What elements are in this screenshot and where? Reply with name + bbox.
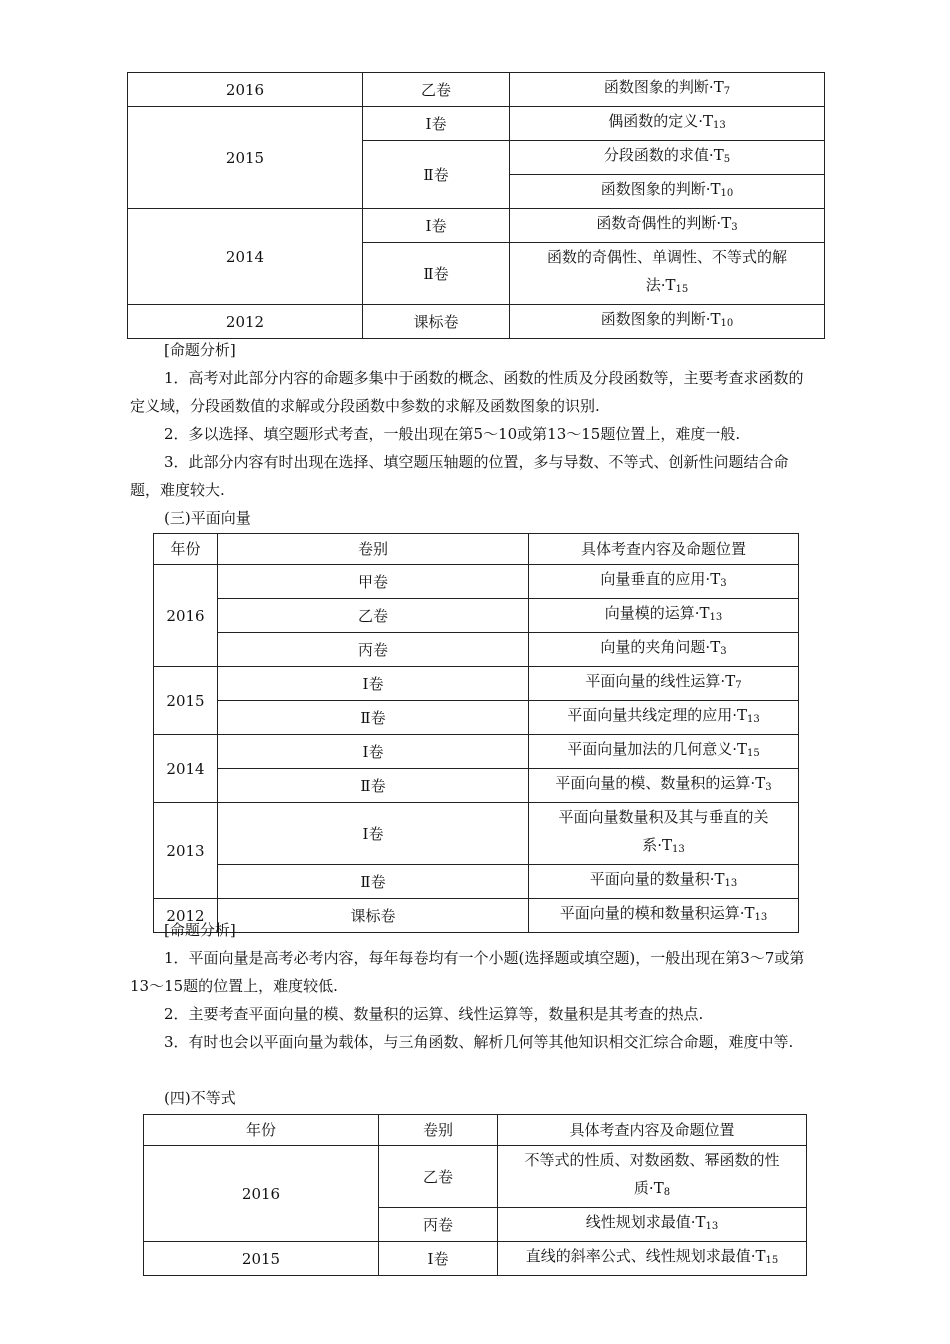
paper-cell: Ⅰ卷 [218,803,529,865]
header-paper: 卷别 [379,1115,498,1146]
year-cell: 2012 [128,305,363,339]
paper-cell: 乙卷 [218,599,529,633]
analysis-paragraph: 3．此部分内容有时出现在选择、填空题压轴题的位置，多与导数、不等式、创新性问题结合命题，难度较大. [130,453,789,499]
paper-cell: 丙卷 [218,633,529,667]
table-row [154,667,799,701]
analysis-label: [命题分析] [164,341,236,359]
header-year: 年份 [154,534,218,565]
content-cell: 函数图象的判断$\cdot T_{10}$ [510,305,825,339]
table-row [154,565,799,599]
analysis-paragraph: 2．主要考查平面向量的模、数量积的运算、线性运算等，数量积是其考查的热点. [164,1005,704,1023]
content-cell: 线性规划求最值$\cdot T_{13}$ [498,1208,807,1242]
content-cell: 平面向量共线定理的应用$\cdot T_{13}$ [529,701,799,735]
paper-cell: 乙卷 [379,1146,498,1208]
table-header-row [144,1115,807,1146]
paper-cell: Ⅱ卷 [218,769,529,803]
paper-cell: Ⅰ卷 [379,1242,498,1276]
paper-cell: Ⅰ卷 [363,107,510,141]
table-row [154,735,799,769]
year-cell: 2016 [144,1146,379,1242]
table-row [154,769,799,803]
table-row [144,1242,807,1276]
paper-cell: 甲卷 [218,565,529,599]
table-row [128,209,825,243]
year-cell: 2012 [154,899,218,933]
paper-cell: Ⅰ卷 [363,209,510,243]
header-year: 年份 [144,1115,379,1146]
paper-cell: Ⅰ卷 [218,735,529,769]
year-cell: 2014 [154,735,218,803]
year-cell: 2015 [144,1242,379,1276]
function-table [127,72,825,339]
paper-cell: Ⅰ卷 [218,667,529,701]
content-cell: 平面向量的数量积$\cdot T_{13}$ [529,865,799,899]
content-cell: 平面向量的模、数量积的运算$\cdot T_3$ [529,769,799,803]
analysis-paragraph: 1．高考对此部分内容的命题多集中于函数的概念、函数的性质及分段函数等，主要考查求函数的定义域，分段函数值的求解或分段函数中参数的求解及函数图象的识别. [130,369,804,415]
paper-cell: Ⅱ卷 [363,243,510,305]
header-content: 具体考查内容及命题位置 [498,1115,807,1146]
content-cell: 函数图象的判断$\cdot T_{10}$ [510,175,825,209]
content-cell: 函数的奇偶性、单调性、不等式的解 法$\cdot T_{15}$ [510,243,825,305]
content-cell: 向量的夹角问题$\cdot T_3$ [529,633,799,667]
year-cell: 2013 [154,803,218,899]
section-heading: (三)平面向量 [164,509,251,527]
year-cell: 2014 [128,209,363,305]
year-cell: 2015 [128,107,363,209]
analysis-paragraph: 2．多以选择、填空题形式考查，一般出现在第5～10或第13～15题位置上，难度一般. [164,425,741,443]
table-row [128,73,825,107]
header-content: 具体考查内容及命题位置 [529,534,799,565]
content-cell: 向量垂直的应用$\cdot T_3$ [529,565,799,599]
table-row [154,633,799,667]
analysis-paragraph: 3．有时也会以平面向量为载体，与三角函数、解析几何等其他知识相交汇综合命题，难度中等. [164,1033,794,1051]
paper-cell: 课标卷 [218,899,529,933]
vector-table [153,533,799,933]
paper-cell: Ⅱ卷 [218,865,529,899]
paper-cell: 乙卷 [363,73,510,107]
table-row [154,701,799,735]
section-heading: (四)不等式 [164,1089,236,1107]
content-cell: 偶函数的定义$\cdot T_{13}$ [510,107,825,141]
analysis-paragraph: 1．平面向量是高考必考内容，每年每卷均有一个小题(选择题或填空题)，一般出现在第3～7或第13～15题的位置上，难度较低. [130,949,805,995]
content-cell: 不等式的性质、对数函数、幂函数的性 质$\cdot T_8$ [498,1146,807,1208]
content-cell: 函数奇偶性的判断$\cdot T_3$ [510,209,825,243]
paper-cell: 课标卷 [363,305,510,339]
table-header-row [154,534,799,565]
header-paper: 卷别 [218,534,529,565]
paper-cell: Ⅱ卷 [218,701,529,735]
content-cell: 分段函数的求值$\cdot T_5$ [510,141,825,175]
content-cell: 平面向量加法的几何意义$\cdot T_{15}$ [529,735,799,769]
content-cell: 平面向量数量积及其与垂直的关 系$\cdot T_{13}$ [529,803,799,865]
year-cell: 2016 [154,565,218,667]
table-row [144,1146,807,1208]
year-cell: 2015 [154,667,218,735]
table-row [154,899,799,933]
content-cell: 函数图象的判断$\cdot T_7$ [510,73,825,107]
table-row [154,599,799,633]
table-row [128,107,825,141]
content-cell: 直线的斜率公式、线性规划求最值$\cdot T_{15}$ [498,1242,807,1276]
content-cell: 平面向量的线性运算$\cdot T_7$ [529,667,799,701]
content-cell: 平面向量的模和数量积运算$\cdot T_{13}$ [529,899,799,933]
inequality-table [143,1114,807,1276]
table-row [128,305,825,339]
year-cell: 2016 [128,73,363,107]
paper-cell: Ⅱ卷 [363,141,510,209]
analysis-label: [命题分析] [164,921,236,939]
table-row [154,865,799,899]
table-row [154,803,799,865]
content-cell: 向量模的运算$\cdot T_{13}$ [529,599,799,633]
paper-cell: 丙卷 [379,1208,498,1242]
